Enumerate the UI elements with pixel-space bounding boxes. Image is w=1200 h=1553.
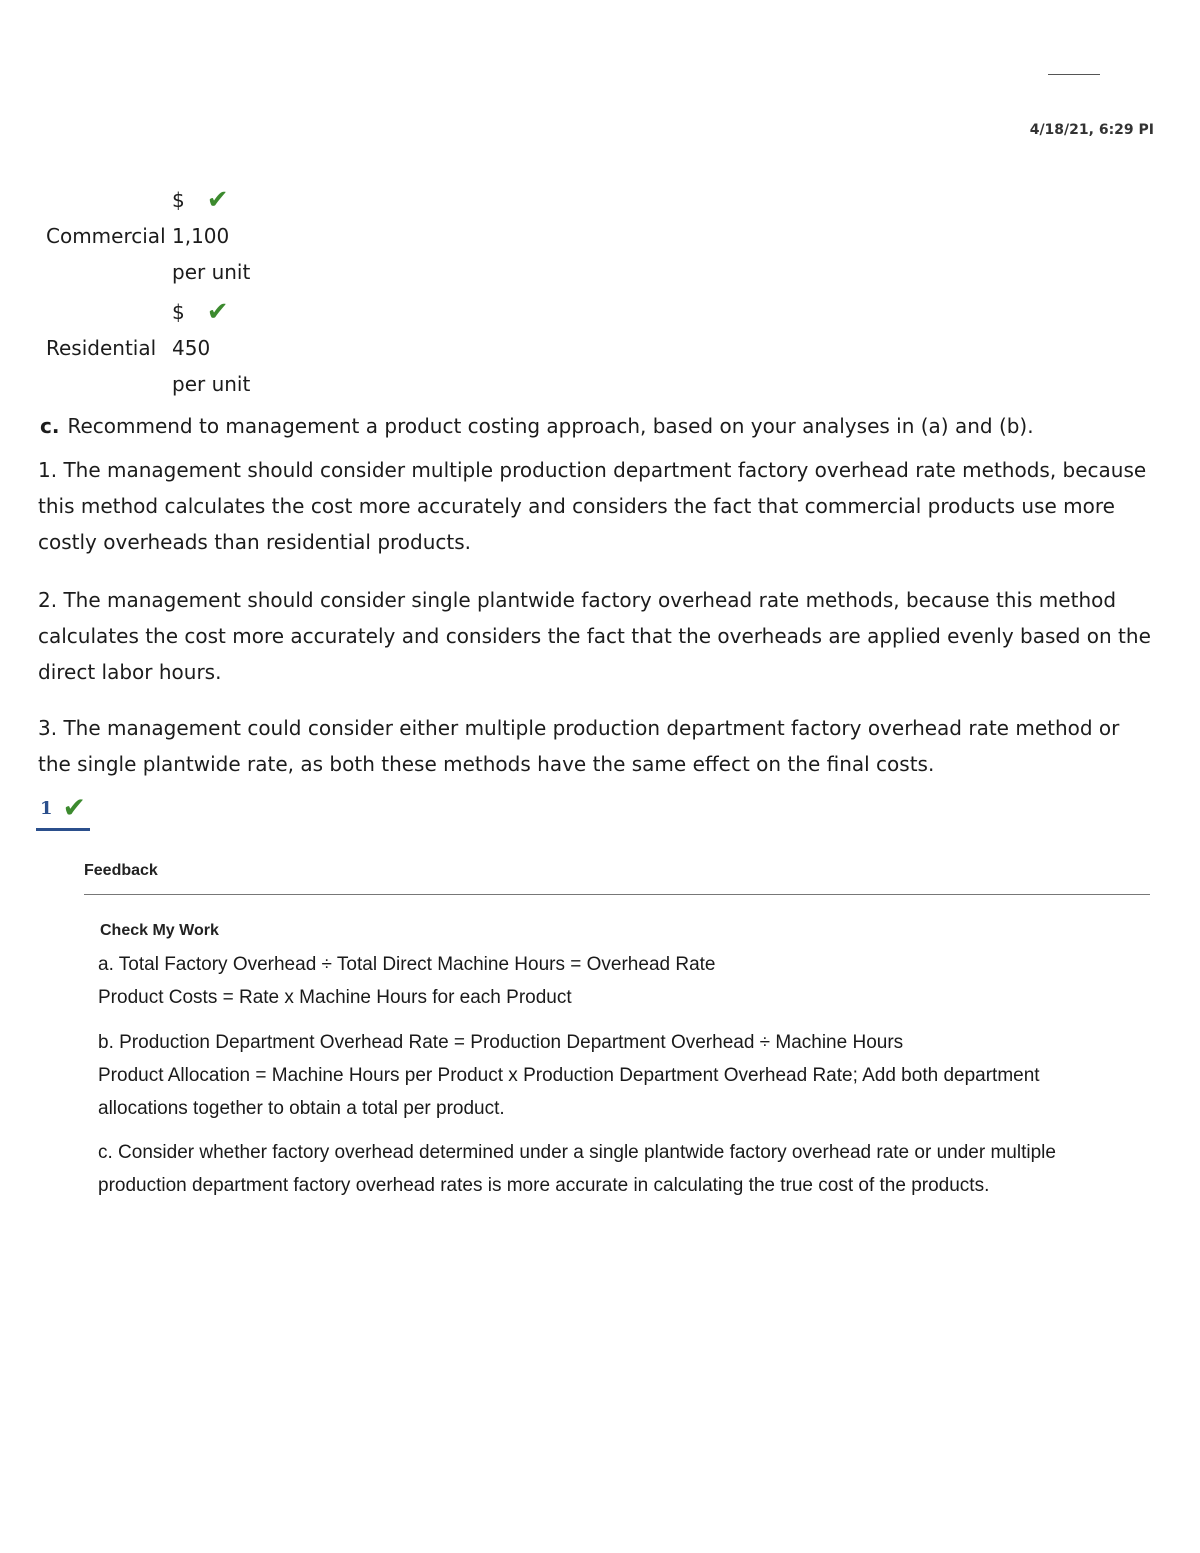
- checkmark-icon: ✔: [206, 297, 229, 327]
- unit-label: per unit: [172, 372, 251, 396]
- question-letter: c.: [40, 414, 60, 438]
- commercial-amount-block: [46, 182, 250, 290]
- feedback-b-line-2: Product Allocation = Machine Hours per Product x Production Department Overhead Rate; Add both department allocations together to obtain a total per product.: [98, 1065, 1040, 1119]
- answer-option-2[interactable]: 2. The management should consider single plantwide factory overhead rate methods, because this method calculates the cost more accurately and considers the fact that the overheads are applied evenly based on the direct labor hours.: [38, 588, 1151, 684]
- answer-option-1[interactable]: 1. The management should consider multiple production department factory overhead rate methods, because this method calculates the cost more accurately and considers the fact that commercial products use more costly overheads than residential products.: [38, 458, 1147, 554]
- question-c: [40, 408, 1150, 444]
- currency-symbol: $: [172, 188, 185, 212]
- product-label-residential: Residential: [46, 336, 157, 360]
- feedback-c-line-1: c. Consider whether factory overhead determined under a single plantwide factory overhead rate or under multiple production department factory overhead rates is more accurate in calculating the true cost of the products.: [98, 1142, 1056, 1196]
- feedback-a-line-2: Product Costs = Rate x Machine Hours for each Product: [98, 987, 572, 1008]
- unit-label: per unit: [172, 260, 251, 284]
- amount-value-commercial[interactable]: 1,100: [172, 224, 230, 248]
- feedback-a-line-1: a. Total Factory Overhead ÷ Total Direct Machine Hours = Overhead Rate: [98, 954, 716, 975]
- currency-symbol: $: [172, 300, 185, 324]
- feedback-part-b: [98, 1026, 1098, 1125]
- checkmark-icon: ✔: [206, 185, 229, 215]
- feedback-part-c: [98, 1136, 1098, 1202]
- feedback-b-line-1: b. Production Department Overhead Rate = Production Department Overhead ÷ Machine Hours: [98, 1032, 904, 1053]
- feedback-divider: [84, 894, 1150, 895]
- selected-answer-value: 1: [40, 797, 53, 819]
- selected-answer-dropdown[interactable]: [36, 792, 90, 831]
- question-text: Recommend to management a product costing approach, based on your analyses in (a) and (b).: [67, 414, 1034, 438]
- feedback-part-a: [98, 948, 1098, 1014]
- check-my-work-heading: Check My Work: [100, 922, 219, 939]
- print-timestamp: 4/18/21, 6:29 PI: [1029, 122, 1154, 138]
- header-divider: [1048, 74, 1100, 75]
- amount-value-residential[interactable]: 450: [172, 336, 211, 360]
- residential-amount-block: [46, 294, 250, 402]
- checkmark-icon: ✔: [62, 791, 86, 824]
- product-label-commercial: Commercial: [46, 224, 166, 248]
- feedback-heading: Feedback: [84, 862, 158, 879]
- answer-option-3[interactable]: 3. The management could consider either multiple production department factory overhead rate method or the single plantwide rate, as both these methods have the same effect on the final costs.: [38, 716, 1120, 776]
